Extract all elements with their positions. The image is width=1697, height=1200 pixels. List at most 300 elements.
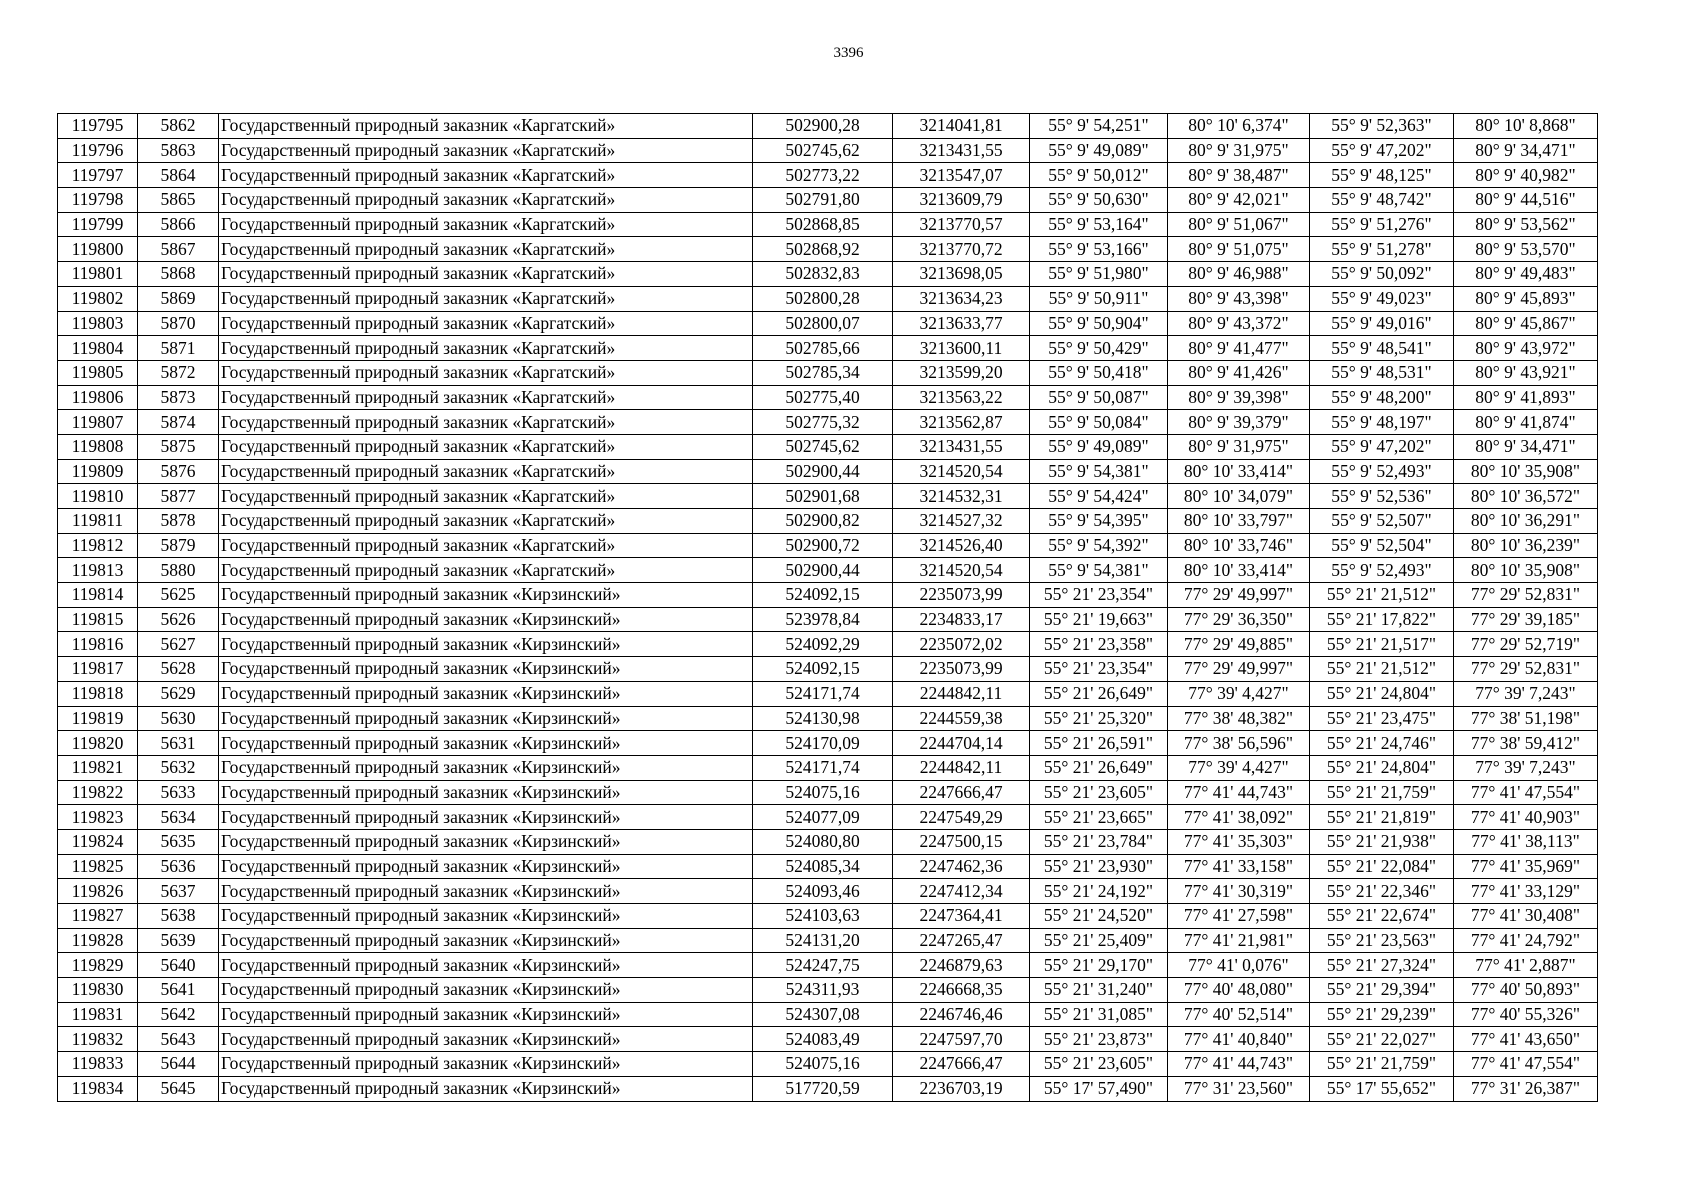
point-number-cell: 5631 [138,731,219,756]
table-row [58,533,1598,558]
longitude-2-cell: 77° 41' 38,113" [1454,829,1598,854]
x-coordinate-cell: 502745,62 [753,138,893,163]
longitude-2-cell: 77° 41' 43,650" [1454,1027,1598,1052]
x-coordinate-cell: 502745,62 [753,434,893,459]
latitude-1-cell: 55° 9' 51,980" [1030,262,1168,287]
y-coordinate-cell: 2246668,35 [893,978,1030,1003]
longitude-2-cell: 80° 9' 41,874" [1454,410,1598,435]
row-number-cell: 119824 [58,829,138,854]
latitude-2-cell: 55° 21' 21,938" [1310,829,1454,854]
table-row [58,731,1598,756]
zone-name-cell: Государственный природный заказник «Каргатский» [219,163,753,188]
longitude-1-cell: 80° 9' 41,477" [1168,336,1310,361]
longitude-2-cell: 80° 10' 36,291" [1454,509,1598,534]
x-coordinate-cell: 502900,72 [753,533,893,558]
point-number-cell: 5634 [138,805,219,830]
x-coordinate-cell: 524130,98 [753,706,893,731]
y-coordinate-cell: 2235073,99 [893,583,1030,608]
longitude-2-cell: 80° 10' 8,868" [1454,114,1598,139]
table-row [58,212,1598,237]
zone-name-cell: Государственный природный заказник «Кирзинский» [219,879,753,904]
row-number-cell: 119797 [58,163,138,188]
zone-name-cell: Государственный природный заказник «Кирзинский» [219,829,753,854]
latitude-1-cell: 55° 9' 54,395" [1030,509,1168,534]
row-number-cell: 119807 [58,410,138,435]
row-number-cell: 119808 [58,434,138,459]
latitude-2-cell: 55° 21' 24,746" [1310,731,1454,756]
longitude-1-cell: 80° 9' 42,021" [1168,188,1310,213]
longitude-1-cell: 77° 41' 44,743" [1168,780,1310,805]
longitude-1-cell: 80° 9' 38,487" [1168,163,1310,188]
latitude-1-cell: 55° 9' 53,164" [1030,212,1168,237]
latitude-1-cell: 55° 9' 50,087" [1030,385,1168,410]
latitude-1-cell: 55° 21' 23,605" [1030,780,1168,805]
x-coordinate-cell: 524080,80 [753,829,893,854]
y-coordinate-cell: 3214527,32 [893,509,1030,534]
longitude-1-cell: 77° 38' 48,382" [1168,706,1310,731]
longitude-2-cell: 77° 41' 47,554" [1454,1052,1598,1077]
point-number-cell: 5877 [138,484,219,509]
latitude-2-cell: 55° 21' 21,512" [1310,657,1454,682]
latitude-1-cell: 55° 21' 23,784" [1030,829,1168,854]
latitude-2-cell: 55° 9' 47,202" [1310,434,1454,459]
y-coordinate-cell: 3214526,40 [893,533,1030,558]
latitude-1-cell: 55° 9' 54,251" [1030,114,1168,139]
y-coordinate-cell: 3213600,11 [893,336,1030,361]
latitude-2-cell: 55° 9' 48,742" [1310,188,1454,213]
latitude-2-cell: 55° 9' 52,363" [1310,114,1454,139]
zone-name-cell: Государственный природный заказник «Кирзинский» [219,904,753,929]
point-number-cell: 5640 [138,953,219,978]
zone-name-cell: Государственный природный заказник «Кирзинский» [219,805,753,830]
latitude-2-cell: 55° 9' 48,531" [1310,360,1454,385]
zone-name-cell: Государственный природный заказник «Кирзинский» [219,978,753,1003]
longitude-2-cell: 80° 9' 44,516" [1454,188,1598,213]
x-coordinate-cell: 524083,49 [753,1027,893,1052]
x-coordinate-cell: 524085,34 [753,854,893,879]
zone-name-cell: Государственный природный заказник «Кирзинский» [219,681,753,706]
row-number-cell: 119817 [58,657,138,682]
x-coordinate-cell: 502785,66 [753,336,893,361]
table-row [58,434,1598,459]
latitude-2-cell: 55° 21' 23,475" [1310,706,1454,731]
longitude-2-cell: 77° 41' 30,408" [1454,904,1598,929]
longitude-2-cell: 77° 29' 52,719" [1454,632,1598,657]
zone-name-cell: Государственный природный заказник «Каргатский» [219,311,753,336]
longitude-2-cell: 77° 38' 51,198" [1454,706,1598,731]
point-number-cell: 5873 [138,385,219,410]
longitude-1-cell: 77° 41' 0,076" [1168,953,1310,978]
row-number-cell: 119806 [58,385,138,410]
y-coordinate-cell: 2235072,02 [893,632,1030,657]
longitude-1-cell: 77° 39' 4,427" [1168,755,1310,780]
y-coordinate-cell: 2247500,15 [893,829,1030,854]
y-coordinate-cell: 3213563,22 [893,385,1030,410]
latitude-1-cell: 55° 21' 23,930" [1030,854,1168,879]
y-coordinate-cell: 2244842,11 [893,755,1030,780]
y-coordinate-cell: 3214520,54 [893,558,1030,583]
row-number-cell: 119813 [58,558,138,583]
longitude-1-cell: 80° 10' 33,797" [1168,509,1310,534]
latitude-1-cell: 55° 21' 24,520" [1030,904,1168,929]
point-number-cell: 5627 [138,632,219,657]
table-row [58,607,1598,632]
latitude-2-cell: 55° 9' 47,202" [1310,138,1454,163]
latitude-2-cell: 55° 9' 52,493" [1310,558,1454,583]
longitude-1-cell: 80° 10' 34,079" [1168,484,1310,509]
point-number-cell: 5642 [138,1002,219,1027]
latitude-2-cell: 55° 9' 49,016" [1310,311,1454,336]
latitude-1-cell: 55° 9' 50,630" [1030,188,1168,213]
point-number-cell: 5869 [138,286,219,311]
y-coordinate-cell: 2247412,34 [893,879,1030,904]
latitude-2-cell: 55° 21' 21,517" [1310,632,1454,657]
point-number-cell: 5876 [138,459,219,484]
y-coordinate-cell: 3213609,79 [893,188,1030,213]
point-number-cell: 5628 [138,657,219,682]
y-coordinate-cell: 3214532,31 [893,484,1030,509]
latitude-2-cell: 55° 9' 52,536" [1310,484,1454,509]
table-row [58,509,1598,534]
longitude-2-cell: 80° 9' 49,483" [1454,262,1598,287]
latitude-1-cell: 55° 9' 53,166" [1030,237,1168,262]
longitude-1-cell: 80° 9' 43,372" [1168,311,1310,336]
y-coordinate-cell: 2244559,38 [893,706,1030,731]
y-coordinate-cell: 3213770,57 [893,212,1030,237]
zone-name-cell: Государственный природный заказник «Кирзинский» [219,953,753,978]
latitude-2-cell: 55° 9' 49,023" [1310,286,1454,311]
point-number-cell: 5875 [138,434,219,459]
latitude-1-cell: 55° 9' 49,089" [1030,138,1168,163]
x-coordinate-cell: 502785,34 [753,360,893,385]
point-number-cell: 5874 [138,410,219,435]
coordinates-table [57,113,1598,1102]
table-row [58,188,1598,213]
table-row [58,360,1598,385]
y-coordinate-cell: 2247597,70 [893,1027,1030,1052]
longitude-2-cell: 80° 10' 35,908" [1454,558,1598,583]
zone-name-cell: Государственный природный заказник «Кирзинский» [219,1052,753,1077]
zone-name-cell: Государственный природный заказник «Каргатский» [219,385,753,410]
latitude-1-cell: 55° 17' 57,490" [1030,1076,1168,1101]
table-row [58,1002,1598,1027]
longitude-1-cell: 80° 9' 43,398" [1168,286,1310,311]
latitude-2-cell: 55° 21' 21,512" [1310,583,1454,608]
x-coordinate-cell: 502868,85 [753,212,893,237]
longitude-2-cell: 77° 41' 40,903" [1454,805,1598,830]
longitude-1-cell: 77° 41' 44,743" [1168,1052,1310,1077]
row-number-cell: 119810 [58,484,138,509]
row-number-cell: 119821 [58,755,138,780]
latitude-1-cell: 55° 9' 50,084" [1030,410,1168,435]
longitude-2-cell: 77° 29' 39,185" [1454,607,1598,632]
latitude-1-cell: 55° 21' 23,354" [1030,583,1168,608]
table-row [58,138,1598,163]
latitude-1-cell: 55° 9' 50,012" [1030,163,1168,188]
longitude-1-cell: 77° 29' 49,997" [1168,583,1310,608]
zone-name-cell: Государственный природный заказник «Каргатский» [219,434,753,459]
table-row [58,410,1598,435]
zone-name-cell: Государственный природный заказник «Каргатский» [219,509,753,534]
row-number-cell: 119812 [58,533,138,558]
x-coordinate-cell: 524092,15 [753,657,893,682]
latitude-2-cell: 55° 21' 17,822" [1310,607,1454,632]
row-number-cell: 119828 [58,928,138,953]
longitude-2-cell: 80° 9' 53,562" [1454,212,1598,237]
row-number-cell: 119815 [58,607,138,632]
zone-name-cell: Государственный природный заказник «Каргатский» [219,459,753,484]
longitude-2-cell: 77° 41' 35,969" [1454,854,1598,879]
longitude-1-cell: 80° 9' 31,975" [1168,138,1310,163]
point-number-cell: 5880 [138,558,219,583]
longitude-1-cell: 80° 9' 39,379" [1168,410,1310,435]
y-coordinate-cell: 2247666,47 [893,1052,1030,1077]
latitude-1-cell: 55° 21' 23,873" [1030,1027,1168,1052]
x-coordinate-cell: 502900,28 [753,114,893,139]
latitude-2-cell: 55° 21' 21,759" [1310,780,1454,805]
longitude-2-cell: 80° 9' 45,893" [1454,286,1598,311]
row-number-cell: 119830 [58,978,138,1003]
zone-name-cell: Государственный природный заказник «Каргатский» [219,114,753,139]
y-coordinate-cell: 2246879,63 [893,953,1030,978]
x-coordinate-cell: 524171,74 [753,681,893,706]
longitude-2-cell: 80° 10' 36,239" [1454,533,1598,558]
row-number-cell: 119800 [58,237,138,262]
longitude-1-cell: 80° 9' 41,426" [1168,360,1310,385]
x-coordinate-cell: 524307,08 [753,1002,893,1027]
longitude-1-cell: 80° 10' 6,374" [1168,114,1310,139]
y-coordinate-cell: 2247462,36 [893,854,1030,879]
longitude-1-cell: 77° 41' 38,092" [1168,805,1310,830]
latitude-2-cell: 55° 9' 52,493" [1310,459,1454,484]
row-number-cell: 119818 [58,681,138,706]
latitude-2-cell: 55° 9' 50,092" [1310,262,1454,287]
x-coordinate-cell: 502868,92 [753,237,893,262]
y-coordinate-cell: 2235073,99 [893,657,1030,682]
latitude-1-cell: 55° 9' 49,089" [1030,434,1168,459]
point-number-cell: 5632 [138,755,219,780]
longitude-2-cell: 80° 9' 43,921" [1454,360,1598,385]
longitude-2-cell: 80° 10' 36,572" [1454,484,1598,509]
x-coordinate-cell: 502800,07 [753,311,893,336]
x-coordinate-cell: 524247,75 [753,953,893,978]
zone-name-cell: Государственный природный заказник «Каргатский» [219,360,753,385]
point-number-cell: 5635 [138,829,219,854]
table-row [58,336,1598,361]
latitude-2-cell: 55° 9' 48,200" [1310,385,1454,410]
point-number-cell: 5645 [138,1076,219,1101]
latitude-1-cell: 55° 21' 25,409" [1030,928,1168,953]
latitude-2-cell: 55° 21' 22,346" [1310,879,1454,904]
longitude-2-cell: 80° 9' 45,867" [1454,311,1598,336]
longitude-2-cell: 80° 9' 41,893" [1454,385,1598,410]
table-row [58,928,1598,953]
x-coordinate-cell: 502900,44 [753,459,893,484]
zone-name-cell: Государственный природный заказник «Каргатский» [219,138,753,163]
table-row [58,854,1598,879]
point-number-cell: 5879 [138,533,219,558]
row-number-cell: 119798 [58,188,138,213]
longitude-1-cell: 80° 9' 39,398" [1168,385,1310,410]
row-number-cell: 119804 [58,336,138,361]
zone-name-cell: Государственный природный заказник «Каргатский» [219,533,753,558]
latitude-1-cell: 55° 21' 29,170" [1030,953,1168,978]
x-coordinate-cell: 502773,22 [753,163,893,188]
latitude-2-cell: 55° 9' 51,278" [1310,237,1454,262]
y-coordinate-cell: 2246746,46 [893,1002,1030,1027]
latitude-2-cell: 55° 17' 55,652" [1310,1076,1454,1101]
row-number-cell: 119799 [58,212,138,237]
x-coordinate-cell: 524311,93 [753,978,893,1003]
row-number-cell: 119803 [58,311,138,336]
row-number-cell: 119801 [58,262,138,287]
zone-name-cell: Государственный природный заказник «Кирзинский» [219,731,753,756]
zone-name-cell: Государственный природный заказник «Кирзинский» [219,583,753,608]
zone-name-cell: Государственный природный заказник «Кирзинский» [219,632,753,657]
latitude-2-cell: 55° 21' 29,394" [1310,978,1454,1003]
row-number-cell: 119822 [58,780,138,805]
y-coordinate-cell: 2247549,29 [893,805,1030,830]
row-number-cell: 119833 [58,1052,138,1077]
x-coordinate-cell: 523978,84 [753,607,893,632]
latitude-1-cell: 55° 9' 50,904" [1030,311,1168,336]
row-number-cell: 119826 [58,879,138,904]
latitude-1-cell: 55° 21' 19,663" [1030,607,1168,632]
row-number-cell: 119805 [58,360,138,385]
latitude-1-cell: 55° 21' 25,320" [1030,706,1168,731]
zone-name-cell: Государственный природный заказник «Кирзинский» [219,1076,753,1101]
latitude-2-cell: 55° 9' 51,276" [1310,212,1454,237]
y-coordinate-cell: 2244704,14 [893,731,1030,756]
point-number-cell: 5630 [138,706,219,731]
row-number-cell: 119825 [58,854,138,879]
table-row [58,459,1598,484]
x-coordinate-cell: 524075,16 [753,780,893,805]
y-coordinate-cell: 2247364,41 [893,904,1030,929]
latitude-1-cell: 55° 9' 50,418" [1030,360,1168,385]
zone-name-cell: Государственный природный заказник «Каргатский» [219,558,753,583]
point-number-cell: 5636 [138,854,219,879]
longitude-1-cell: 80° 10' 33,414" [1168,558,1310,583]
point-number-cell: 5864 [138,163,219,188]
row-number-cell: 119819 [58,706,138,731]
point-number-cell: 5639 [138,928,219,953]
table-body [58,114,1598,1102]
table-row [58,262,1598,287]
longitude-1-cell: 80° 10' 33,746" [1168,533,1310,558]
longitude-2-cell: 80° 9' 53,570" [1454,237,1598,262]
x-coordinate-cell: 502832,83 [753,262,893,287]
longitude-2-cell: 80° 9' 40,982" [1454,163,1598,188]
point-number-cell: 5644 [138,1052,219,1077]
point-number-cell: 5872 [138,360,219,385]
row-number-cell: 119811 [58,509,138,534]
table-row [58,706,1598,731]
latitude-1-cell: 55° 9' 54,392" [1030,533,1168,558]
zone-name-cell: Государственный природный заказник «Каргатский» [219,188,753,213]
table-row [58,1027,1598,1052]
latitude-1-cell: 55° 21' 23,354" [1030,657,1168,682]
x-coordinate-cell: 524103,63 [753,904,893,929]
longitude-2-cell: 80° 10' 35,908" [1454,459,1598,484]
row-number-cell: 119823 [58,805,138,830]
point-number-cell: 5643 [138,1027,219,1052]
zone-name-cell: Государственный природный заказник «Каргатский» [219,237,753,262]
longitude-1-cell: 80° 10' 33,414" [1168,459,1310,484]
latitude-1-cell: 55° 9' 50,429" [1030,336,1168,361]
latitude-2-cell: 55° 21' 23,563" [1310,928,1454,953]
longitude-2-cell: 80° 9' 43,972" [1454,336,1598,361]
longitude-1-cell: 77° 31' 23,560" [1168,1076,1310,1101]
latitude-2-cell: 55° 21' 21,819" [1310,805,1454,830]
x-coordinate-cell: 524170,09 [753,731,893,756]
latitude-2-cell: 55° 21' 22,027" [1310,1027,1454,1052]
x-coordinate-cell: 517720,59 [753,1076,893,1101]
latitude-1-cell: 55° 21' 24,192" [1030,879,1168,904]
latitude-2-cell: 55° 9' 52,507" [1310,509,1454,534]
row-number-cell: 119814 [58,583,138,608]
zone-name-cell: Государственный природный заказник «Каргатский» [219,336,753,361]
latitude-2-cell: 55° 21' 24,804" [1310,755,1454,780]
point-number-cell: 5871 [138,336,219,361]
row-number-cell: 119827 [58,904,138,929]
x-coordinate-cell: 524093,46 [753,879,893,904]
latitude-1-cell: 55° 21' 26,591" [1030,731,1168,756]
page-number: 3396 [833,45,864,61]
table-row [58,286,1598,311]
latitude-1-cell: 55° 21' 23,358" [1030,632,1168,657]
x-coordinate-cell: 502791,80 [753,188,893,213]
zone-name-cell: Государственный природный заказник «Кирзинский» [219,780,753,805]
table-row [58,632,1598,657]
table-row [58,879,1598,904]
longitude-1-cell: 77° 29' 36,350" [1168,607,1310,632]
zone-name-cell: Государственный природный заказник «Каргатский» [219,286,753,311]
y-coordinate-cell: 3213547,07 [893,163,1030,188]
table-row [58,311,1598,336]
longitude-2-cell: 77° 41' 24,792" [1454,928,1598,953]
table-row [58,780,1598,805]
latitude-1-cell: 55° 21' 26,649" [1030,681,1168,706]
point-number-cell: 5868 [138,262,219,287]
row-number-cell: 119832 [58,1027,138,1052]
longitude-1-cell: 77° 41' 40,840" [1168,1027,1310,1052]
longitude-2-cell: 77° 31' 26,387" [1454,1076,1598,1101]
longitude-1-cell: 77° 29' 49,997" [1168,657,1310,682]
point-number-cell: 5862 [138,114,219,139]
longitude-2-cell: 77° 41' 33,129" [1454,879,1598,904]
table-row [58,1052,1598,1077]
table-row [58,114,1598,139]
point-number-cell: 5626 [138,607,219,632]
latitude-2-cell: 55° 9' 48,197" [1310,410,1454,435]
x-coordinate-cell: 524092,15 [753,583,893,608]
longitude-1-cell: 77° 40' 48,080" [1168,978,1310,1003]
latitude-2-cell: 55° 21' 24,804" [1310,681,1454,706]
table-row [58,805,1598,830]
longitude-2-cell: 77° 41' 2,887" [1454,953,1598,978]
table-row [58,484,1598,509]
table-row [58,829,1598,854]
y-coordinate-cell: 3214520,54 [893,459,1030,484]
row-number-cell: 119809 [58,459,138,484]
table-row [58,755,1598,780]
latitude-2-cell: 55° 9' 48,125" [1310,163,1454,188]
latitude-1-cell: 55° 9' 54,381" [1030,459,1168,484]
zone-name-cell: Государственный природный заказник «Каргатский» [219,262,753,287]
zone-name-cell: Государственный природный заказник «Каргатский» [219,410,753,435]
row-number-cell: 119829 [58,953,138,978]
